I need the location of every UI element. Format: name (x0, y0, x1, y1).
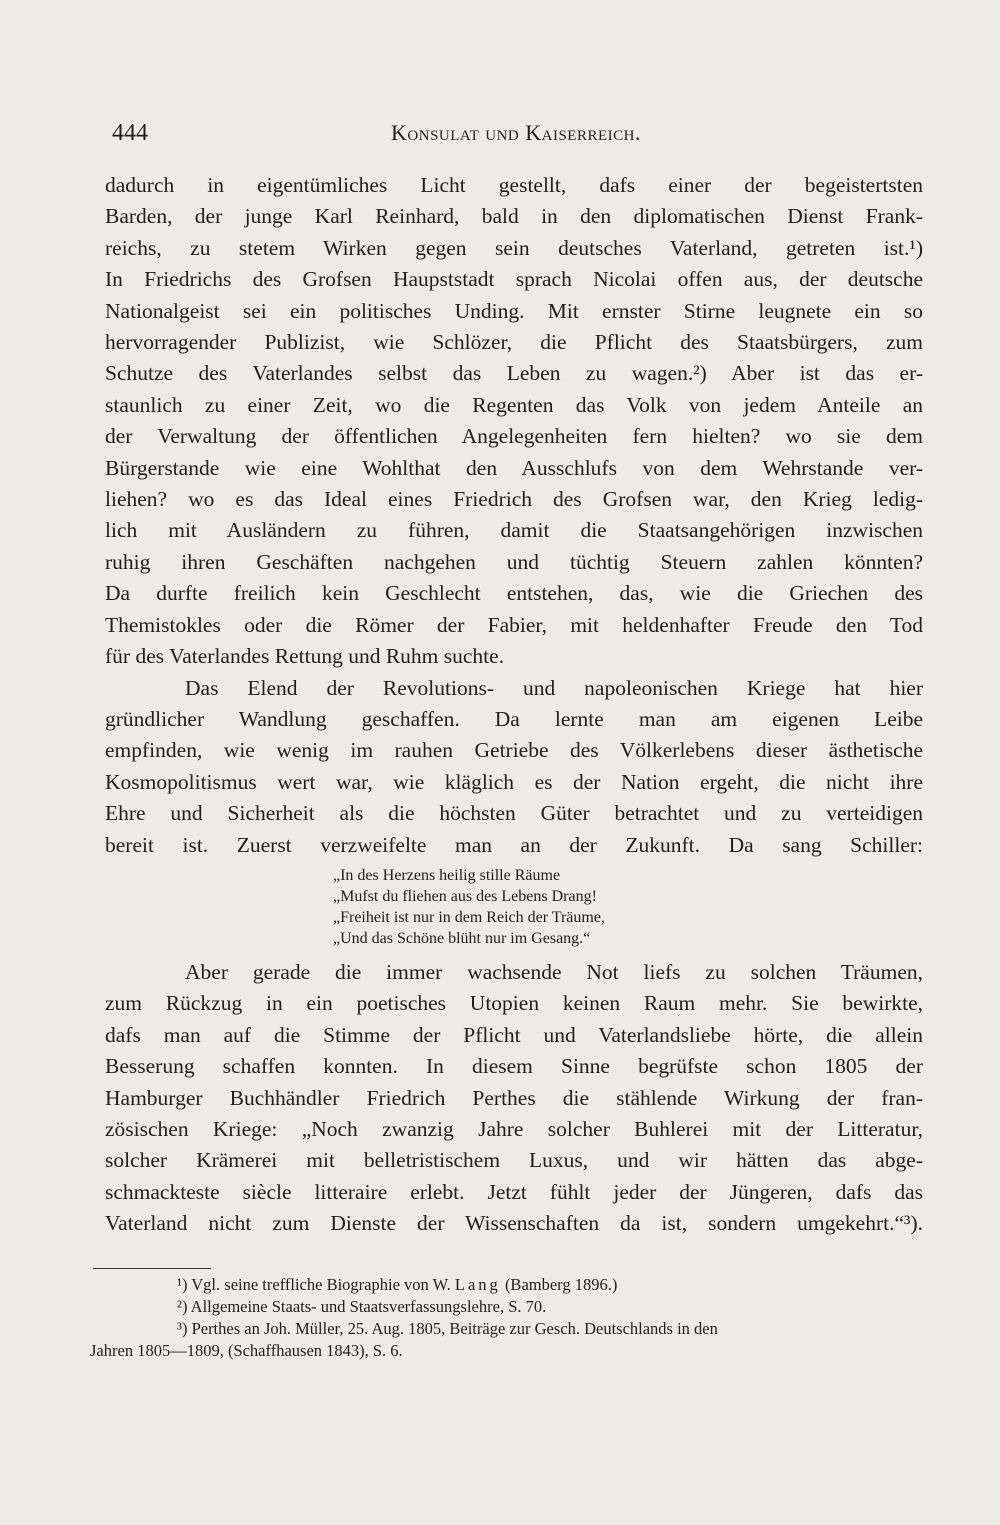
text-line: Bürgerstande wie eine Wohlthat den Ausschlufs von dem Wehrstande ver- (105, 455, 923, 480)
text-line: Da durfte freilich kein Geschlecht entstehen, das, wie die Griechen des (105, 581, 923, 606)
footnote-separator (93, 1268, 211, 1269)
text-line: Ehre und Sicherheit als die höchsten Güter betrachtet und zu verteidigen (105, 801, 923, 826)
text-line: der Verwaltung der öffentlichen Angelegenheiten fern hielten? wo sie dem (105, 424, 923, 449)
text-line: Schutze des Vaterlandes selbst das Leben zu wagen.²) Aber ist das er- (105, 361, 923, 386)
text-line: lich mit Ausländern zu führen, damit die Staatsangehörigen inzwischen (105, 518, 923, 543)
text-line: Themistokles oder die Römer der Fabier, mit heldenhafter Freude den Tod (105, 612, 923, 637)
text-line: Vaterland nicht zum Dienste der Wissenschaften da ist, sondern umgekehrt.“³). (105, 1211, 923, 1236)
text-line: Kosmopolitismus wert war, wie kläglich es der Nation ergeht, die nicht ihre (105, 769, 923, 794)
text-line: zum Rückzug in ein poetisches Utopien keinen Raum mehr. Sie bewirkte, (105, 991, 923, 1016)
text-line: In Friedrichs des Grofsen Haupststadt sprach Nicolai offen aus, der deutsche (105, 267, 923, 292)
footnote-1 (90, 1274, 910, 1296)
text-line: empfinden, wie wenig im rauhen Getriebe des Völkerlebens dieser ästhetische (105, 738, 923, 763)
text-line: schmackteste siècle litteraire erlebt. Jetzt fühlt jeder der Jüngeren, dafs das (105, 1179, 923, 1204)
page-header (112, 120, 920, 154)
footnote-3-line-1: ³) Perthes an Joh. Müller, 25. Aug. 1805, Beiträge zur Gesch. Deutschlands in den (177, 1319, 718, 1338)
text-line: solcher Krämerei mit belletristischem Luxus, und wir hätten das abge- (105, 1148, 923, 1173)
poem-line: „Mufst du fliehen aus des Lebens Drang! (333, 887, 597, 905)
poem-line: „Freiheit ist nur in dem Reich der Träume, (333, 908, 605, 926)
text-line: bereit ist. Zuerst verzweifelte man an der Zukunft. Da sang Schiller: (105, 832, 923, 857)
poem-line: „In des Herzens heilig stille Räume (333, 866, 561, 884)
text-line: reichs, zu stetem Wirken gegen sein deutsches Vaterland, getreten ist.¹) (105, 235, 923, 260)
text-line: dadurch in eigentümliches Licht gestellt, dafs einer der begeistertsten (105, 173, 923, 197)
text-line: gründlicher Wandlung geschaffen. Da lernte man am eigenen Leibe (105, 706, 923, 731)
footnote-1-text: ¹) Vgl. seine treffliche Biographie von W. (177, 1275, 455, 1294)
text-line: staunlich zu einer Zeit, wo die Regenten das Volk von jedem Anteile an (105, 392, 923, 417)
footnote-2: ²) Allgemeine Staats- und Staatsverfassungslehre, S. 70. (177, 1297, 547, 1316)
text-line: Hamburger Buchhändler Friedrich Perthes die stählende Wirkung der fran- (105, 1085, 923, 1110)
footnote-1-source: (Bamberg 1896.) (500, 1275, 618, 1294)
paragraph-3 (105, 957, 923, 1240)
text-line: Barden, der junge Karl Reinhard, bald in den diplomatischen Dienst Frank- (105, 204, 923, 229)
text-line: zösischen Kriege: „Noch zwanzig Jahre solcher Buhlerei mit der Litteratur, (105, 1116, 923, 1141)
footnotes (90, 1274, 910, 1362)
poem-line: „Und das Schöne blüht nur im Gesang.“ (333, 929, 591, 947)
text-line: hervorragender Publizist, wie Schlözer, die Pflicht des Staatsbürgers, zum (105, 330, 923, 355)
text-line: Nationalgeist sei ein politisches Unding. Mit ernster Stirne leugnete ein so (105, 298, 923, 323)
text-line: dafs man auf die Stimme der Pflicht und Vaterlandsliebe hörte, die allein (105, 1022, 923, 1047)
main-text (105, 170, 923, 1240)
text-line: liehen? wo es das Ideal eines Friedrich des Grofsen war, den Krieg ledig- (105, 487, 923, 512)
paragraph-2 (105, 673, 923, 861)
poem-quote (333, 865, 923, 949)
text-line: Besserung schaffen konnten. In diesem Sinne begrüfste schon 1805 der (105, 1054, 923, 1079)
text-line: ruhig ihren Geschäften nachgehen und tüchtig Steuern zahlen könnten? (105, 549, 923, 574)
footnote-1-author: Lang (454, 1275, 501, 1294)
text-line: Aber gerade die immer wachsende Not liefs zu solchen Träumen, (185, 959, 923, 984)
paragraph-1 (105, 170, 923, 673)
running-head: Konsulat und Kaiserreich. (391, 120, 641, 145)
text-line: für des Vaterlandes Rettung und Ruhm suchte. (105, 644, 505, 669)
text-line: Das Elend der Revolutions- und napoleonischen Kriege hat hier (185, 675, 923, 700)
footnote-3-line-2: Jahren 1805—1809, (Schaffhausen 1843), S. 6. (90, 1341, 403, 1360)
page-number: 444 (112, 120, 148, 146)
